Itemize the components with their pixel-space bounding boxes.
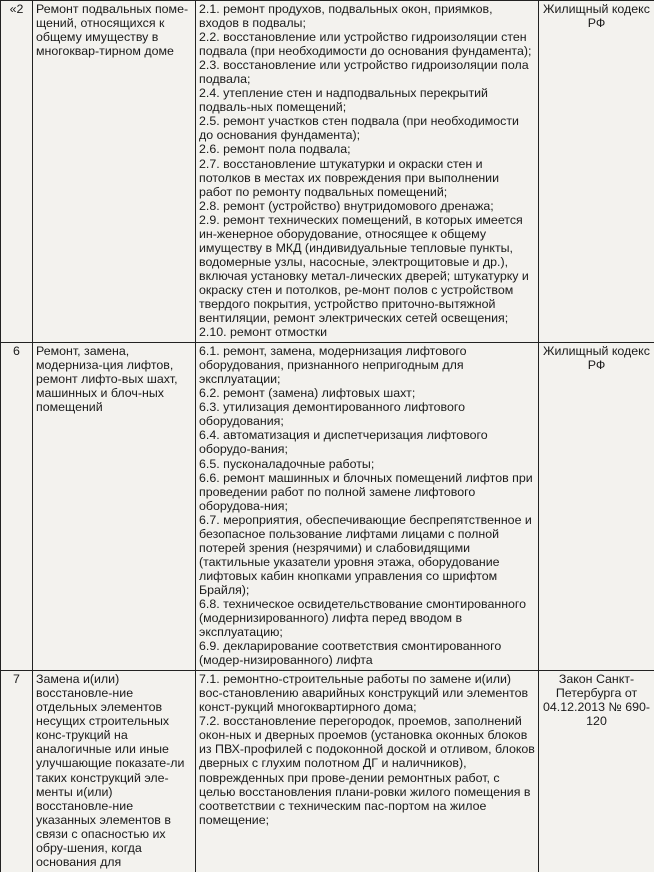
row-number: «2 (1, 1, 33, 343)
work-item: 6.6. ремонт машинных и блочных помещений лифтов при проведении работ по полной замене лифтового оборудова-ния; (199, 471, 535, 513)
works-list (196, 343, 539, 671)
work-item: 2.8. ремонт (устройство) внутридомового дренажа; (199, 199, 535, 213)
row-number: 7 (1, 671, 33, 872)
work-item: 2.5. ремонт участков стен подвала (при необходимости до основания фундамента); (199, 114, 535, 142)
legal-source: Жилищный кодекс РФ (539, 343, 654, 671)
work-item: 2.7. восстановление штукатурки и окраски стен и потолков в местах их повреждения при выполнении работ по ремонту подвальных помещений; (199, 157, 535, 199)
work-item: 6.5. пусконаладочные работы; (199, 457, 535, 471)
table-row (1, 1, 654, 343)
works-list (196, 671, 539, 872)
table-row (1, 343, 654, 671)
table-row (1, 671, 654, 872)
legal-source: Закон Санкт-Петербурга от 04.12.2013 № 690-120 (539, 671, 654, 872)
row-number: 6 (1, 343, 33, 671)
work-item: 7.2. восстановление перегородок, проемов, заполнений окон-ных и дверных проемов (установка оконных блоков из ПВХ-профилей с подоконной доской и отливом, блоков дверных с глухим полотном ДГ и наличников), поврежденных при прове-дении ремонтных работ, с целью восстановления плани-ровки жилого помещения в соответствии с техническим пас-портом на жилое помещение; (199, 714, 535, 826)
work-item: 2.6. ремонт пола подвала; (199, 142, 535, 156)
work-item: 6.8. техническое освидетельствование смонтированного (модернизированного) лифта перед вводом в эксплуатацию; (199, 597, 535, 639)
work-item: 6.1. ремонт, замена, модернизация лифтового оборудования, признанного непригодным для эксплуатации; (199, 344, 535, 386)
item-name: Ремонт подвальных поме-щений, относящихся к общему имуществу в многоквар-тирном доме (33, 1, 196, 343)
item-name: Ремонт, замена, модерниза-ция лифтов, ремонт лифто-вых шахт, машинных и блоч-ных помещений (33, 343, 196, 671)
work-item: 6.3. утилизация демонтированного лифтового оборудования; (199, 400, 535, 428)
work-item: 6.4. автоматизация и диспетчеризация лифтового оборудо-вания; (199, 428, 535, 456)
works-list (196, 1, 539, 343)
work-item: 2.10. ремонт отмостки (199, 325, 535, 339)
work-item: 6.2. ремонт (замена) лифтовых шахт; (199, 386, 535, 400)
work-item: 6.7. мероприятия, обеспечивающие беспрепятственное и безопасное пользование лифтами лицами с полной потерей зрения (незрячими) и слабовидящими (тактильные указатели уровня этажа, оборудование лифтовых кабин кнопками управления со шрифтом Брайля); (199, 513, 535, 597)
work-item: 2.4. утепление стен и надподвальных перекрытий подваль-ных помещений; (199, 86, 535, 114)
item-name: Замена и(или) восстановле-ние отдельных элементов несущих строительных конс-трукций на аналогичные или иные улучшающие показате-ли таких конструкций эле-менты и(или) восстановле-ние указанных элементов в связи с опасностью их обру-шения, когда основания для (33, 671, 196, 872)
work-item: 2.3. восстановление или устройство гидроизоляции пола подвала; (199, 58, 535, 86)
work-item: 7.1. ремонтно-строительные работы по замене и(или) вос-становлению аварийных конструкций или элементов конст-рукций многоквартирного дома; (199, 672, 535, 714)
work-item: 2.9. ремонт технических помещений, в которых имеется ин-женерное оборудование, относящее к общему имуществу в МКД (индивидуальные тепловые пункты, водомерные узлы, насосные, электрощитовые и др.), включая установку метал-лических дверей; штукатурку и окраску стен и потолков, ре-монт полов с устройством твердого покрытия, устройство приточно-вытяжной вентиляции, ремонт электрических сетей освещения; (199, 213, 535, 325)
work-item: 6.9. декларирование соответствия смонтированного (модер-низированного) лифта (199, 639, 535, 667)
work-item: 2.2. восстановление или устройство гидроизоляции стен подвала (при необходимости до основания фундамента); (199, 30, 535, 58)
legal-source: Жилищный кодекс РФ (539, 1, 654, 343)
work-item: 2.1. ремонт продухов, подвальных окон, приямков, входов в подвалы; (199, 2, 535, 30)
